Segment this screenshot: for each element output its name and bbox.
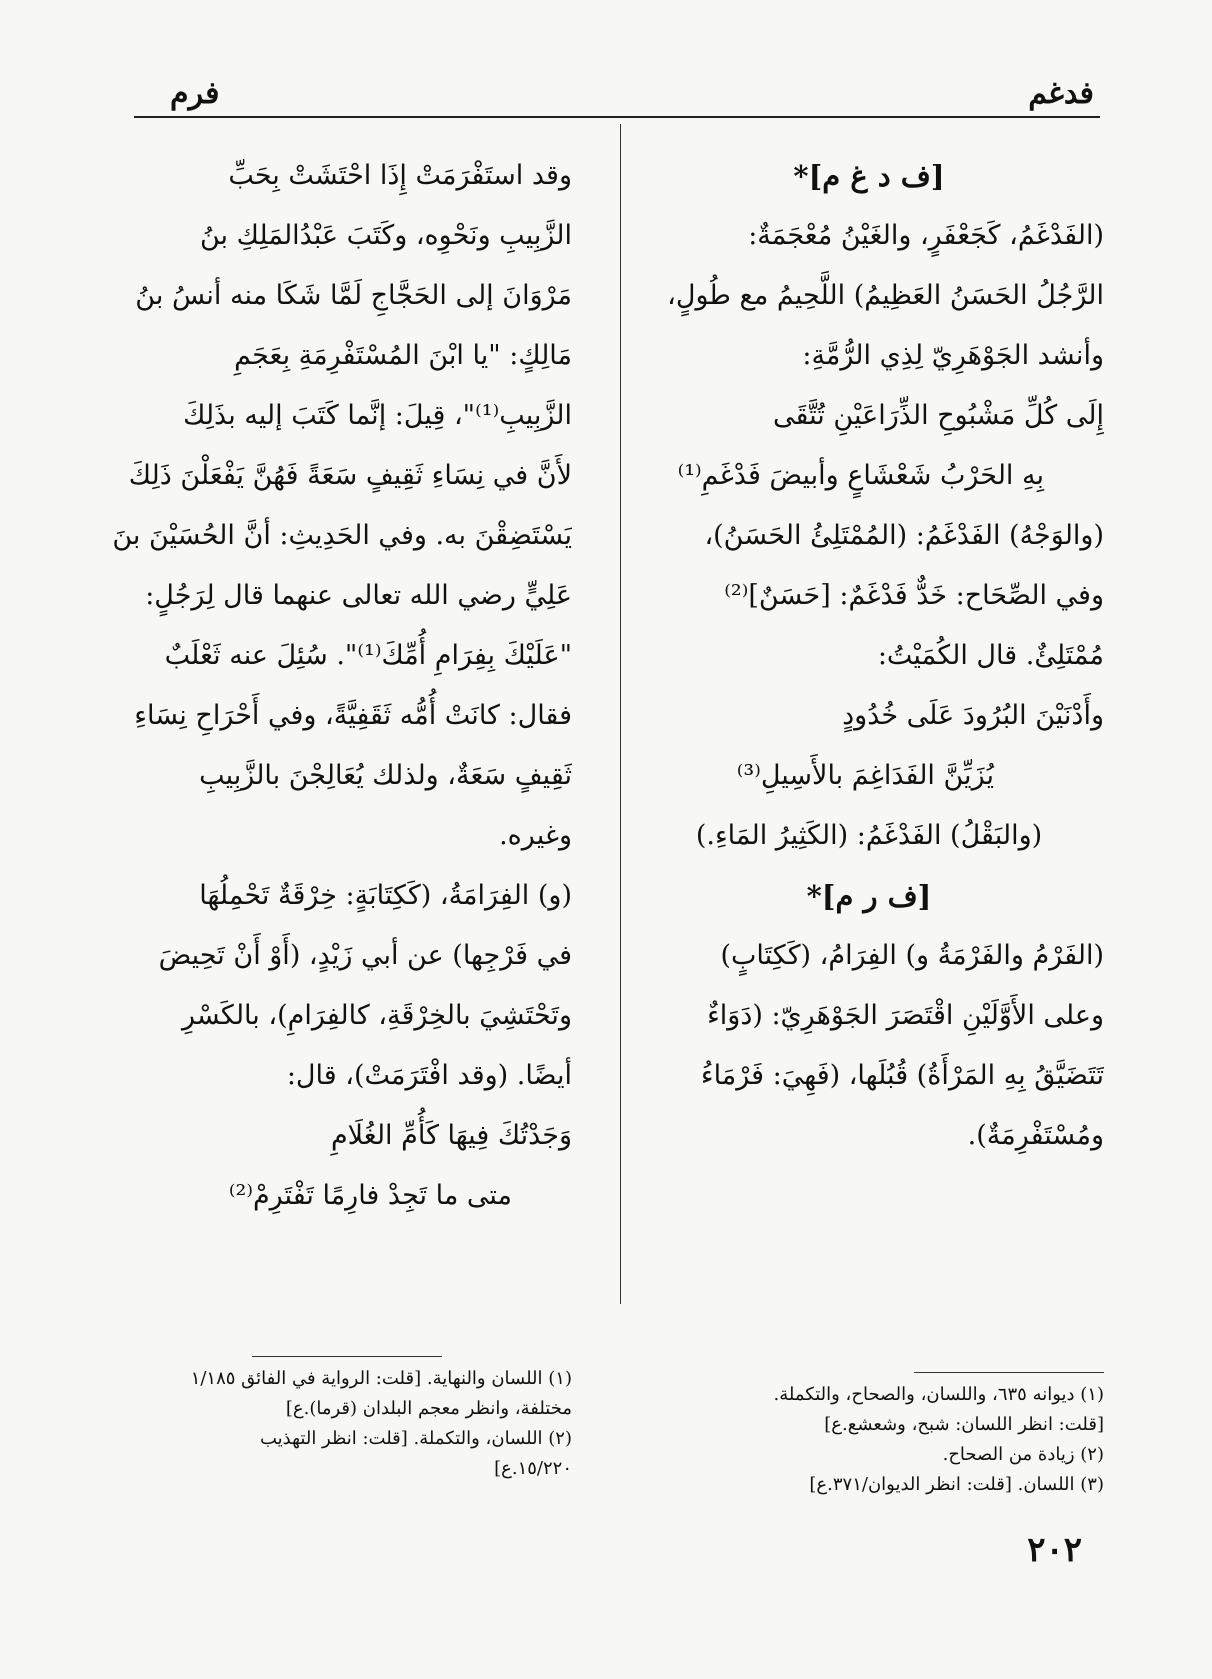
footnote: ١٥/٢٢٠.ع] xyxy=(494,1458,572,1479)
text-line: الرَّجُلُ الحَسَنُ العَظِيمُ) اللَّحِيمُ مع طُولٍ، xyxy=(667,280,1104,311)
footnote: (١) اللسان والنهاية. [قلت: الرواية في الفائق ١/١٨٥ xyxy=(190,1368,572,1389)
text-line: فقال: كانَتْ أُمُّه ثَقَفِيَّةً، وفي أَحْرَاحِ نِسَاءِ xyxy=(134,700,572,731)
text-line: (والبَقْلُ) الفَدْغَمُ: (الكَثِيرُ المَاءِ.) xyxy=(695,820,1043,851)
verse-line: بِهِ الحَرْبُ شَعْشَاعٍ وأبيضَ فَدْغَمِ⁽¹⁾ xyxy=(677,460,1044,491)
text-line: يَسْتَضِقْنَ به. وفي الحَدِيثِ: أنَّ الحُسَيْنَ بنَ xyxy=(112,520,572,551)
footnote: (٢) زيادة من الصحاح. xyxy=(942,1444,1104,1465)
text-line: الزَّبِيبِ⁽¹⁾"، قِيلَ: إنَّما كَتَبَ إليه بذَلِكَ xyxy=(183,400,572,431)
left-column xyxy=(112,146,572,1226)
text-line: مُمْتَلِئٌ. قال الكُمَيْتُ: xyxy=(877,640,1104,671)
text-line: لأَنَّ في نِسَاءِ ثَقِيفٍ سَعَةً فَهُنَّ يَفْعَلْنَ ذَلِكَ xyxy=(128,460,572,491)
page-number: ٢٠٢ xyxy=(1027,1530,1082,1570)
text-line: وقد استَفْرَمَتْ إِذَا احْتَشَتْ بِحَبِّ xyxy=(228,160,572,191)
text-line: تَتَضَيَّقُ بِهِ المَرْأَةُ) قُبُلَها، (فَهِيَ: فَرْمَاءُ xyxy=(700,1060,1104,1091)
text-line: (والوَجْهُ) الفَدْغَمُ: (المُمْتَلِئُ الحَسَنُ)، xyxy=(704,520,1104,551)
text-line: وغيره. xyxy=(499,820,572,851)
verse-line: متى ما تَجِدْ فارِمًا تَفْتَرِمْ⁽²⁾ xyxy=(228,1180,512,1211)
text-line: مَرْوَانَ إلى الحَجَّاجِ لَمَّا شَكَا منه أنسُ بنُ xyxy=(135,280,572,311)
text-line: وفي الصِّحَاح: خَدٌّ فَدْغَمٌ: [حَسَنٌ]⁽²⁾ xyxy=(724,580,1104,611)
entry-heading-fdghm: [ف د غ م]* xyxy=(793,159,945,193)
footnote: [قلت: انظر اللسان: شبح، وشعشع.ع] xyxy=(824,1414,1104,1435)
text-line: وأنشد الجَوْهَرِيّ لِذِي الرُّمَّةِ: xyxy=(802,340,1104,371)
column-divider xyxy=(620,124,621,1304)
verse-line: إِلَى كُلِّ مَشْبُوحِ الذِّرَاعَيْنِ تُتَّقَى xyxy=(772,400,1104,431)
text-line: (الفَرْمُ والفَرْمَةُ و) الفِرَامُ، (كَكِتَابٍ) xyxy=(720,940,1104,971)
running-head-left: فرم xyxy=(170,76,220,111)
footnote-rule-left xyxy=(252,1356,442,1357)
text-line: مَالِكٍ: "يا ابْنَ المُسْتَفْرِمَةِ بِعَجَمِ xyxy=(234,340,572,371)
text-line: أيضًا. (وقد افْتَرَمَتْ)، قال: xyxy=(286,1060,572,1091)
text-line: (و) الفِرَامَةُ، (كَكِتَابَةٍ: خِرْقَةٌ تَحْمِلُهَا xyxy=(199,880,572,911)
text-line: الزَّبِيبِ ونَحْوِه، وكَتَبَ عَبْدُالمَلِكِ بنُ xyxy=(199,220,572,251)
text-line: (الفَدْغَمُ، كَجَعْفَرٍ، والغَيْنُ مُعْجَمَةٌ: xyxy=(748,220,1104,251)
entry-heading-frm: [ف ر م]* xyxy=(806,879,932,913)
header-rule xyxy=(134,116,1100,118)
text-line: ثَقِيفٍ سَعَةٌ، ولذلك يُعَالِجْنَ بالزَّبِيبِ xyxy=(199,760,572,791)
text-line: وتَحْتَشِيَ بالخِرْقَةِ، كالفِرَامِ)، بالكَسْرِ xyxy=(181,1000,572,1031)
verse-line: وَجَدْتُكَ فِيهَا كَأُمِّ الغُلَامِ xyxy=(330,1120,572,1151)
text-line: "عَلَيْكَ بِفِرَامِ أُمِّكَ⁽¹⁾". سُئِلَ عنه ثَعْلَبٌ xyxy=(164,640,572,671)
running-head-right: فدغم xyxy=(1028,76,1094,111)
footnote: (٢) اللسان، والتكملة. [قلت: انظر التهذيب xyxy=(259,1428,572,1449)
right-column xyxy=(634,146,1104,1166)
footnotes-left xyxy=(112,1364,572,1484)
verse-line: وأَدْنَيْنَ البُرُودَ عَلَى خُدُودٍ xyxy=(842,700,1104,731)
text-line: في فَرْجِها) عن أبي زَيْدٍ، (أَوْ أَنْ تَحِيضَ xyxy=(158,940,572,971)
text-line: وعلى الأَوَّلَيْنِ اقْتَصَرَ الجَوْهَرِيّ: (دَوَاءٌ xyxy=(707,1000,1104,1031)
text-line: ومُسْتَفْرِمَةٌ). xyxy=(967,1120,1104,1151)
footnote: (١) ديوانه ٦٣٥، واللسان، والصحاح، والتكملة. xyxy=(773,1384,1104,1405)
footnote-rule-right xyxy=(914,1372,1104,1373)
footnote: مختلفة، وانظر معجم البلدان (قرما).ع] xyxy=(285,1398,572,1419)
text-line: عَلِيٍّ رضي الله تعالى عنهما قال لِرَجُلٍ: xyxy=(145,580,572,611)
footnote: (٣) اللسان. [قلت: انظر الديوان/٣٧١.ع] xyxy=(809,1474,1104,1495)
footnotes-right xyxy=(634,1380,1104,1500)
verse-line: يُزَيِّنَّ الفَدَاغِمَ بالأَسِيلِ⁽³⁾ xyxy=(736,760,994,791)
